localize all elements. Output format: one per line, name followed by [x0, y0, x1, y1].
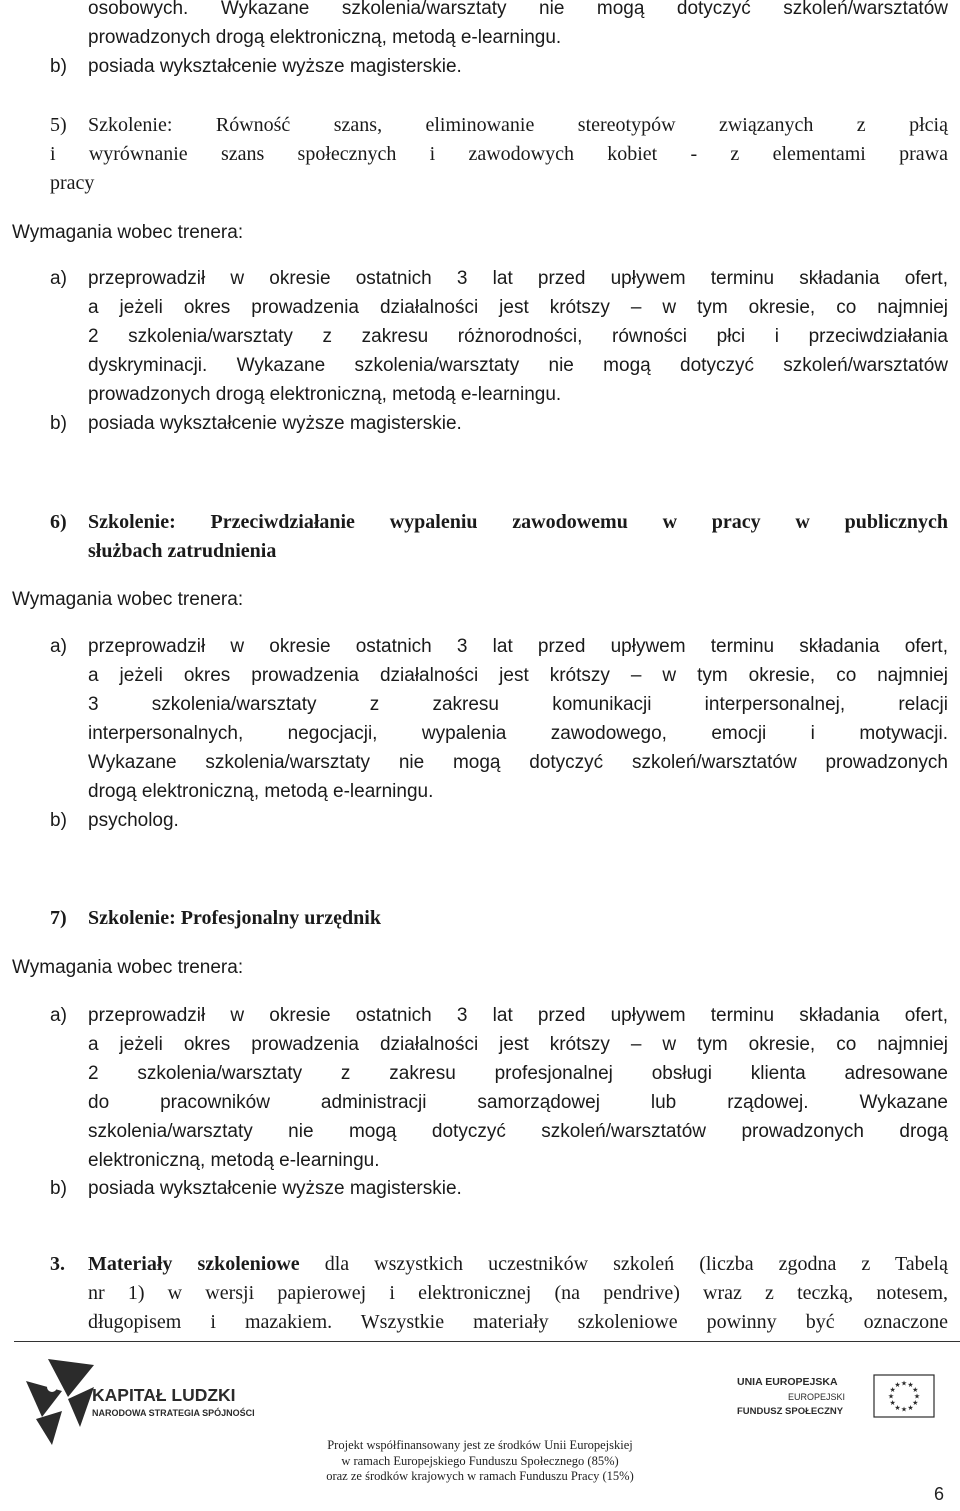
list-label: b)	[50, 1178, 67, 1199]
eu-line-2: EUROPEJSKI	[788, 1392, 846, 1402]
requirements-heading: Wymagania wobec trenera:	[12, 222, 244, 243]
kl-subtitle: NARODOWA STRATEGIA SPÓJNOŚCI	[92, 1408, 255, 1418]
list-item-text: psycholog.	[88, 810, 179, 831]
text-line: drogą elektroniczną, metodą e-learningu.	[88, 781, 434, 802]
page-number: 6	[934, 1484, 945, 1504]
text-span: dla wszystkich uczestników szkoleń (liczba zgodna z Tabelą	[299, 1253, 948, 1275]
section-number: 6)	[50, 511, 67, 533]
list-item-text	[88, 1001, 948, 1175]
text-line: do pracowników administracji samorządowej lub rządowej. Wykazane	[88, 1092, 948, 1113]
footer-line: w ramach Europejskiego Funduszu Społecznego (85%)	[341, 1453, 619, 1468]
list-label: a)	[50, 268, 67, 289]
text-line: 3 szkolenia/warsztaty z zakresu komunikacji interpersonalnej, relacji	[88, 694, 948, 715]
text-line: elektroniczną, metodą e-learningu.	[88, 1150, 380, 1171]
logo-shape	[47, 1382, 57, 1392]
list-item-text	[88, 264, 948, 409]
text-line: nr 1) w wersji papierowej i elektronicznej (na pendrive) wraz z teczką, notesem,	[88, 1282, 948, 1304]
text-line: a jeżeli okres prowadzenia działalności jest krótszy – w tym okresie, co najmniej	[88, 297, 948, 318]
eu-star-icon: ★	[889, 1399, 896, 1407]
footer-divider	[14, 1341, 960, 1342]
title-line: Szkolenie: Równość szans, eliminowanie stereotypów związanych z płcią	[88, 114, 948, 136]
footer-line: oraz ze środków krajowych w ramach Funduszu Pracy (15%)	[326, 1469, 634, 1483]
materials-paragraph	[88, 1250, 948, 1337]
eu-star-icon: ★	[912, 1386, 919, 1394]
section-number: 3.	[50, 1253, 65, 1275]
section-title	[88, 111, 948, 140]
eu-logo	[736, 1373, 936, 1433]
eu-star-icon: ★	[894, 1403, 901, 1412]
top-continuation	[88, 0, 948, 52]
section-title: Szkolenie: Profesjonalny urzędnik	[88, 907, 381, 929]
text-line: szkolenia/warsztaty nie mogą dotyczyć szkoleń/warsztatów prowadzonych drogą	[88, 1121, 948, 1142]
list-label: b)	[50, 56, 67, 77]
title-line: i wyrównanie szans społecznych i zawodowych kobiet - z elementami prawa	[50, 143, 948, 165]
section-number: 7)	[50, 907, 67, 929]
text-line: osobowych. Wykazane szkolenia/warsztaty nie mogą dotyczyć szkoleń/warsztatów	[88, 0, 948, 19]
list-label: b)	[50, 810, 67, 831]
eu-star-icon: ★	[912, 1399, 919, 1407]
text-line: dyskryminacji. Wykazane szkolenia/warsztaty nie mogą dotyczyć szkoleń/warsztatów	[88, 355, 948, 376]
text-line: interpersonalnych, negocjacji, wypalenia zawodowego, emocji i motywacji.	[88, 723, 948, 744]
title-line: Szkolenie: Przeciwdziałanie wypaleniu zawodowemu w pracy w publicznych	[88, 511, 948, 533]
logo-shape	[36, 1411, 62, 1445]
text-line	[88, 1250, 948, 1279]
eu-star-icon: ★	[900, 1379, 908, 1388]
title-line: pracy	[50, 172, 95, 194]
eu-line-1: UNIA EUROPEJSKA	[737, 1376, 838, 1388]
kl-title: KAPITAŁ LUDZKI	[92, 1385, 236, 1405]
requirements-heading: Wymagania wobec trenera:	[12, 957, 244, 978]
text-line: 2 szkolenia/warsztaty z zakresu różnorodności, równości płci i przeciwdziałania	[88, 326, 948, 347]
eu-stars	[888, 1380, 920, 1414]
title-line: służbach zatrudnienia	[88, 540, 277, 562]
text-line: a jeżeli okres prowadzenia działalności jest krótszy – w tym okresie, co najmniej	[88, 665, 948, 686]
eu-line-3: FUNDUSZ SPOŁECZNY	[737, 1406, 844, 1417]
list-label: a)	[50, 1005, 67, 1026]
list-label: a)	[50, 636, 67, 657]
eu-star-icon: ★	[887, 1392, 895, 1401]
text-line: 2 szkolenia/warsztaty z zakresu profesjonalnej obsługi klienta adresowane	[88, 1063, 948, 1084]
section-number: 5)	[50, 114, 67, 136]
section-title-cont	[50, 140, 948, 198]
eu-star-icon: ★	[913, 1392, 921, 1401]
eu-star-icon: ★	[889, 1386, 896, 1394]
eu-star-icon: ★	[907, 1403, 914, 1412]
section-title	[88, 508, 948, 566]
list-item-text: posiada wykształcenie wyższe magisterskie.	[88, 56, 462, 77]
logo-shape	[68, 1387, 94, 1427]
text-line: przeprowadził w okresie ostatnich 3 lat przed upływem terminu składania ofert,	[88, 1005, 948, 1026]
footer-line: Projekt współfinansowany jest ze środków Unii Europejskiej	[327, 1438, 633, 1452]
list-item-text	[88, 632, 948, 806]
text-line: a jeżeli okres prowadzenia działalności jest krótszy – w tym okresie, co najmniej	[88, 1034, 948, 1055]
list-item-text: posiada wykształcenie wyższe magisterskie.	[88, 1178, 462, 1199]
text-line: prowadzonych drogą elektroniczną, metodą e-learningu.	[88, 27, 562, 48]
list-label: b)	[50, 413, 67, 434]
eu-star-icon: ★	[894, 1381, 901, 1390]
eu-star-icon: ★	[900, 1405, 908, 1414]
eu-star-icon: ★	[907, 1381, 914, 1390]
requirements-heading: Wymagania wobec trenera:	[12, 589, 244, 610]
list-item-text: posiada wykształcenie wyższe magisterskie.	[88, 413, 462, 434]
text-line: Wykazane szkolenia/warsztaty nie mogą dotyczyć szkoleń/warsztatów prowadzonych	[88, 752, 948, 773]
kapital-ludzki-logo	[22, 1357, 282, 1447]
text-line: prowadzonych drogą elektroniczną, metodą e-learningu.	[88, 384, 562, 405]
text-line: przeprowadził w okresie ostatnich 3 lat przed upływem terminu składania ofert,	[88, 268, 948, 289]
text-line: przeprowadził w okresie ostatnich 3 lat przed upływem terminu składania ofert,	[88, 636, 948, 657]
bold-term: Materiały szkoleniowe	[88, 1253, 300, 1275]
footer-funding-text	[260, 1438, 700, 1485]
text-line: długopisem i mazakiem. Wszystkie materiały szkoleniowe powinny być oznaczone	[88, 1311, 948, 1333]
